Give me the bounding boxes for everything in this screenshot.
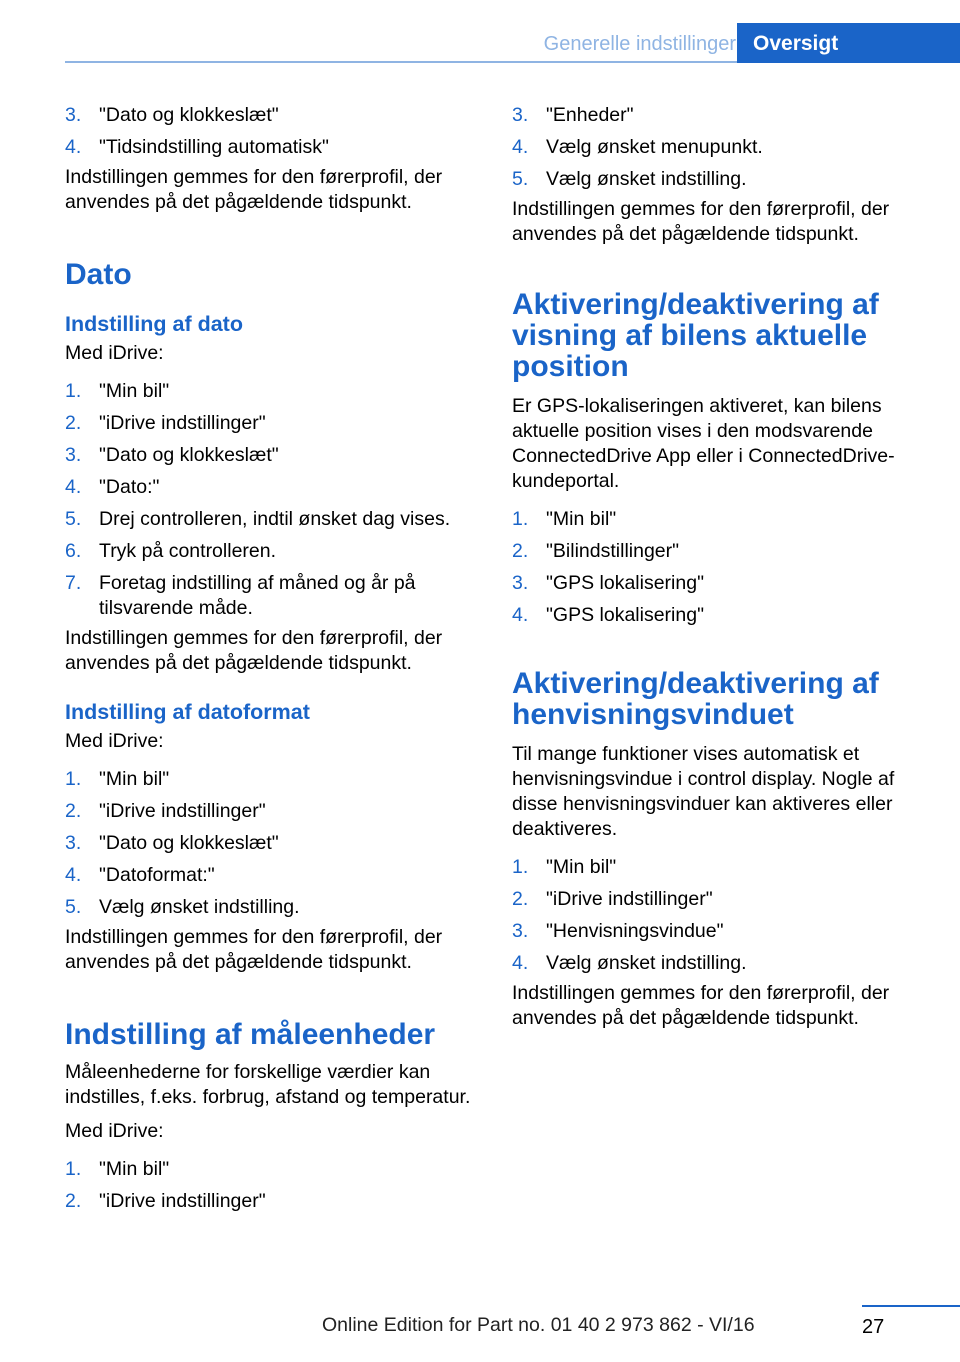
list-item-number: 2.: [65, 412, 82, 434]
list-item: [65, 539, 475, 564]
henvisning-text: Til mange funktioner vises automatisk et henvisningsvindue i control display. Nogle af disse henvisningsvinduer kan aktiveres eller deaktiveres.: [512, 743, 895, 840]
list-item-number: 4.: [512, 952, 529, 974]
list-item: [512, 603, 927, 628]
list-item-text: "Datoformat:": [99, 864, 215, 886]
list-item-text: Vælg ønsket indstilling.: [546, 952, 747, 974]
list-item: [512, 507, 927, 532]
list-left-a: [65, 103, 475, 160]
heading-maaleenheder: Indstilling af måleenheder: [65, 1018, 436, 1051]
list-item-text: Vælg ønsket indstilling.: [99, 896, 300, 918]
heading-henvisning: Aktivering/deaktivering af henvisningsvinduet: [512, 667, 879, 731]
list-item: [65, 1157, 475, 1182]
list-item-text: Tryk på controlleren.: [99, 540, 277, 562]
list-item-number: 1.: [65, 1158, 82, 1180]
list-item-number: 3.: [65, 104, 82, 126]
med-idrive-2: Med iDrive:: [65, 730, 164, 752]
list-left-d: [65, 1157, 475, 1214]
list-item: [512, 539, 927, 564]
list-item-number: 4.: [512, 136, 529, 158]
list-item-number: 2.: [65, 1190, 82, 1212]
footer-edition: Online Edition for Part no. 01 40 2 973 862 - VI/16: [322, 1314, 755, 1336]
note-left-b: Indstillingen gemmes for den førerprofil, der anvendes på det pågældende tidspunkt.: [65, 627, 443, 674]
header-tab: Oversigt: [737, 23, 960, 63]
list-item-text: "Min bil": [546, 856, 617, 878]
maaleenheder-text: Måleenhederne for forskellige værdier kan indstilles, f.eks. forbrug, afstand og temperatur.: [65, 1061, 471, 1108]
list-item-text: Vælg ønsket indstilling.: [546, 168, 747, 190]
list-item-number: 5.: [512, 168, 529, 190]
list-item-number: 1.: [65, 768, 82, 790]
list-item: [65, 767, 475, 792]
note-left-c: Indstillingen gemmes for den førerprofil, der anvendes på det pågældende tidspunkt.: [65, 926, 443, 973]
list-item-text: "Dato og klokkeslæt": [99, 104, 279, 126]
list-item-text: "Min bil": [99, 1158, 170, 1180]
list-item-text: "Min bil": [99, 380, 170, 402]
list-item-text: Drej controlleren, indtil ønsket dag vises.: [99, 508, 451, 530]
list-item-text: "Dato og klokkeslæt": [99, 444, 279, 466]
list-item-number: 4.: [65, 864, 82, 886]
right-column: [512, 103, 927, 1031]
list-item-number: 5.: [65, 508, 82, 530]
list-left-c: [65, 767, 475, 920]
list-item-number: 3.: [512, 572, 529, 594]
list-item-number: 2.: [65, 800, 82, 822]
heading-position: Aktivering/deaktivering af visning af bilens aktuelle position: [512, 288, 879, 383]
list-item-text: "Min bil": [99, 768, 170, 790]
list-item: [65, 895, 475, 920]
list-item: [65, 475, 475, 500]
list-item-text: "GPS lokalisering": [546, 572, 704, 594]
list-item-number: 6.: [65, 540, 82, 562]
list-item-number: 4.: [512, 604, 529, 626]
med-idrive-1: Med iDrive:: [65, 342, 164, 364]
list-item: [65, 443, 475, 468]
list-item: [65, 507, 475, 532]
list-item: [512, 135, 927, 160]
list-item-text: "GPS lokalisering": [546, 604, 704, 626]
list-item: [65, 379, 475, 404]
list-item-text: "Min bil": [546, 508, 617, 530]
list-item-number: 3.: [65, 444, 82, 466]
list-item-number: 3.: [512, 920, 529, 942]
list-item-number: 2.: [512, 888, 529, 910]
med-idrive-3: Med iDrive:: [65, 1120, 164, 1142]
list-item-text: Vælg ønsket menupunkt.: [546, 136, 763, 158]
list-item-text: "iDrive indstillinger": [99, 800, 266, 822]
list-item: [512, 855, 927, 880]
list-item: [65, 1189, 475, 1214]
list-item: [65, 411, 475, 436]
list-item-text: "iDrive indstillinger": [99, 1190, 266, 1212]
list-right-c: [512, 855, 927, 976]
list-item-number: 2.: [512, 540, 529, 562]
note-right-a: Indstillingen gemmes for den førerprofil, der anvendes på det pågældende tidspunkt.: [512, 198, 890, 245]
list-right-a: [512, 103, 927, 192]
page-number: 27: [862, 1316, 885, 1338]
list-item-text: "Bilindstillinger": [546, 540, 680, 562]
list-item: [512, 887, 927, 912]
heading-datoformat: Indstilling af datoformat: [65, 700, 310, 724]
heading-indstilling-dato: Indstilling af dato: [65, 312, 243, 336]
list-item-text: "Tidsindstilling automatisk": [99, 136, 329, 158]
list-item-text: "Henvisningsvindue": [546, 920, 724, 942]
list-item: [65, 103, 475, 128]
list-item-text: Foretag indstilling af måned og år på tilsvarende måde.: [99, 572, 416, 619]
heading-dato: Dato: [65, 258, 132, 291]
list-item-number: 4.: [65, 136, 82, 158]
header-section-title: Generelle indstillinger: [543, 33, 736, 55]
list-item-text: "Dato:": [99, 476, 160, 498]
left-column: [65, 103, 475, 1221]
list-item: [512, 103, 927, 128]
list-item-text: "iDrive indstillinger": [99, 412, 266, 434]
list-item-number: 1.: [512, 856, 529, 878]
list-item-number: 1.: [65, 380, 82, 402]
list-item: [65, 135, 475, 160]
list-item: [512, 919, 927, 944]
note-left-a: Indstillingen gemmes for den førerprofil, der anvendes på det pågældende tidspunkt.: [65, 166, 443, 213]
list-item: [512, 571, 927, 596]
list-item: [65, 831, 475, 856]
list-item: [65, 799, 475, 824]
list-item-text: "Dato og klokkeslæt": [99, 832, 279, 854]
list-item: [65, 863, 475, 888]
footer-rule: [862, 1305, 960, 1307]
list-item-text: "Enheder": [546, 104, 634, 126]
list-right-b: [512, 507, 927, 628]
list-item-number: 3.: [65, 832, 82, 854]
list-item-number: 4.: [65, 476, 82, 498]
position-text: Er GPS-lokaliseringen aktiveret, kan bilens aktuelle position vises i den modsvarende ConnectedDrive App eller i ConnectedDrive-kundeportal.: [512, 395, 895, 492]
list-item: [512, 167, 927, 192]
note-right-c: Indstillingen gemmes for den førerprofil, der anvendes på det pågældende tidspunkt.: [512, 982, 890, 1029]
list-item: [65, 571, 475, 621]
list-item-text: "iDrive indstillinger": [546, 888, 713, 910]
list-item-number: 3.: [512, 104, 529, 126]
list-item: [512, 951, 927, 976]
list-left-b: [65, 379, 475, 621]
list-item-number: 7.: [65, 572, 82, 594]
list-item-number: 5.: [65, 896, 82, 918]
list-item-number: 1.: [512, 508, 529, 530]
